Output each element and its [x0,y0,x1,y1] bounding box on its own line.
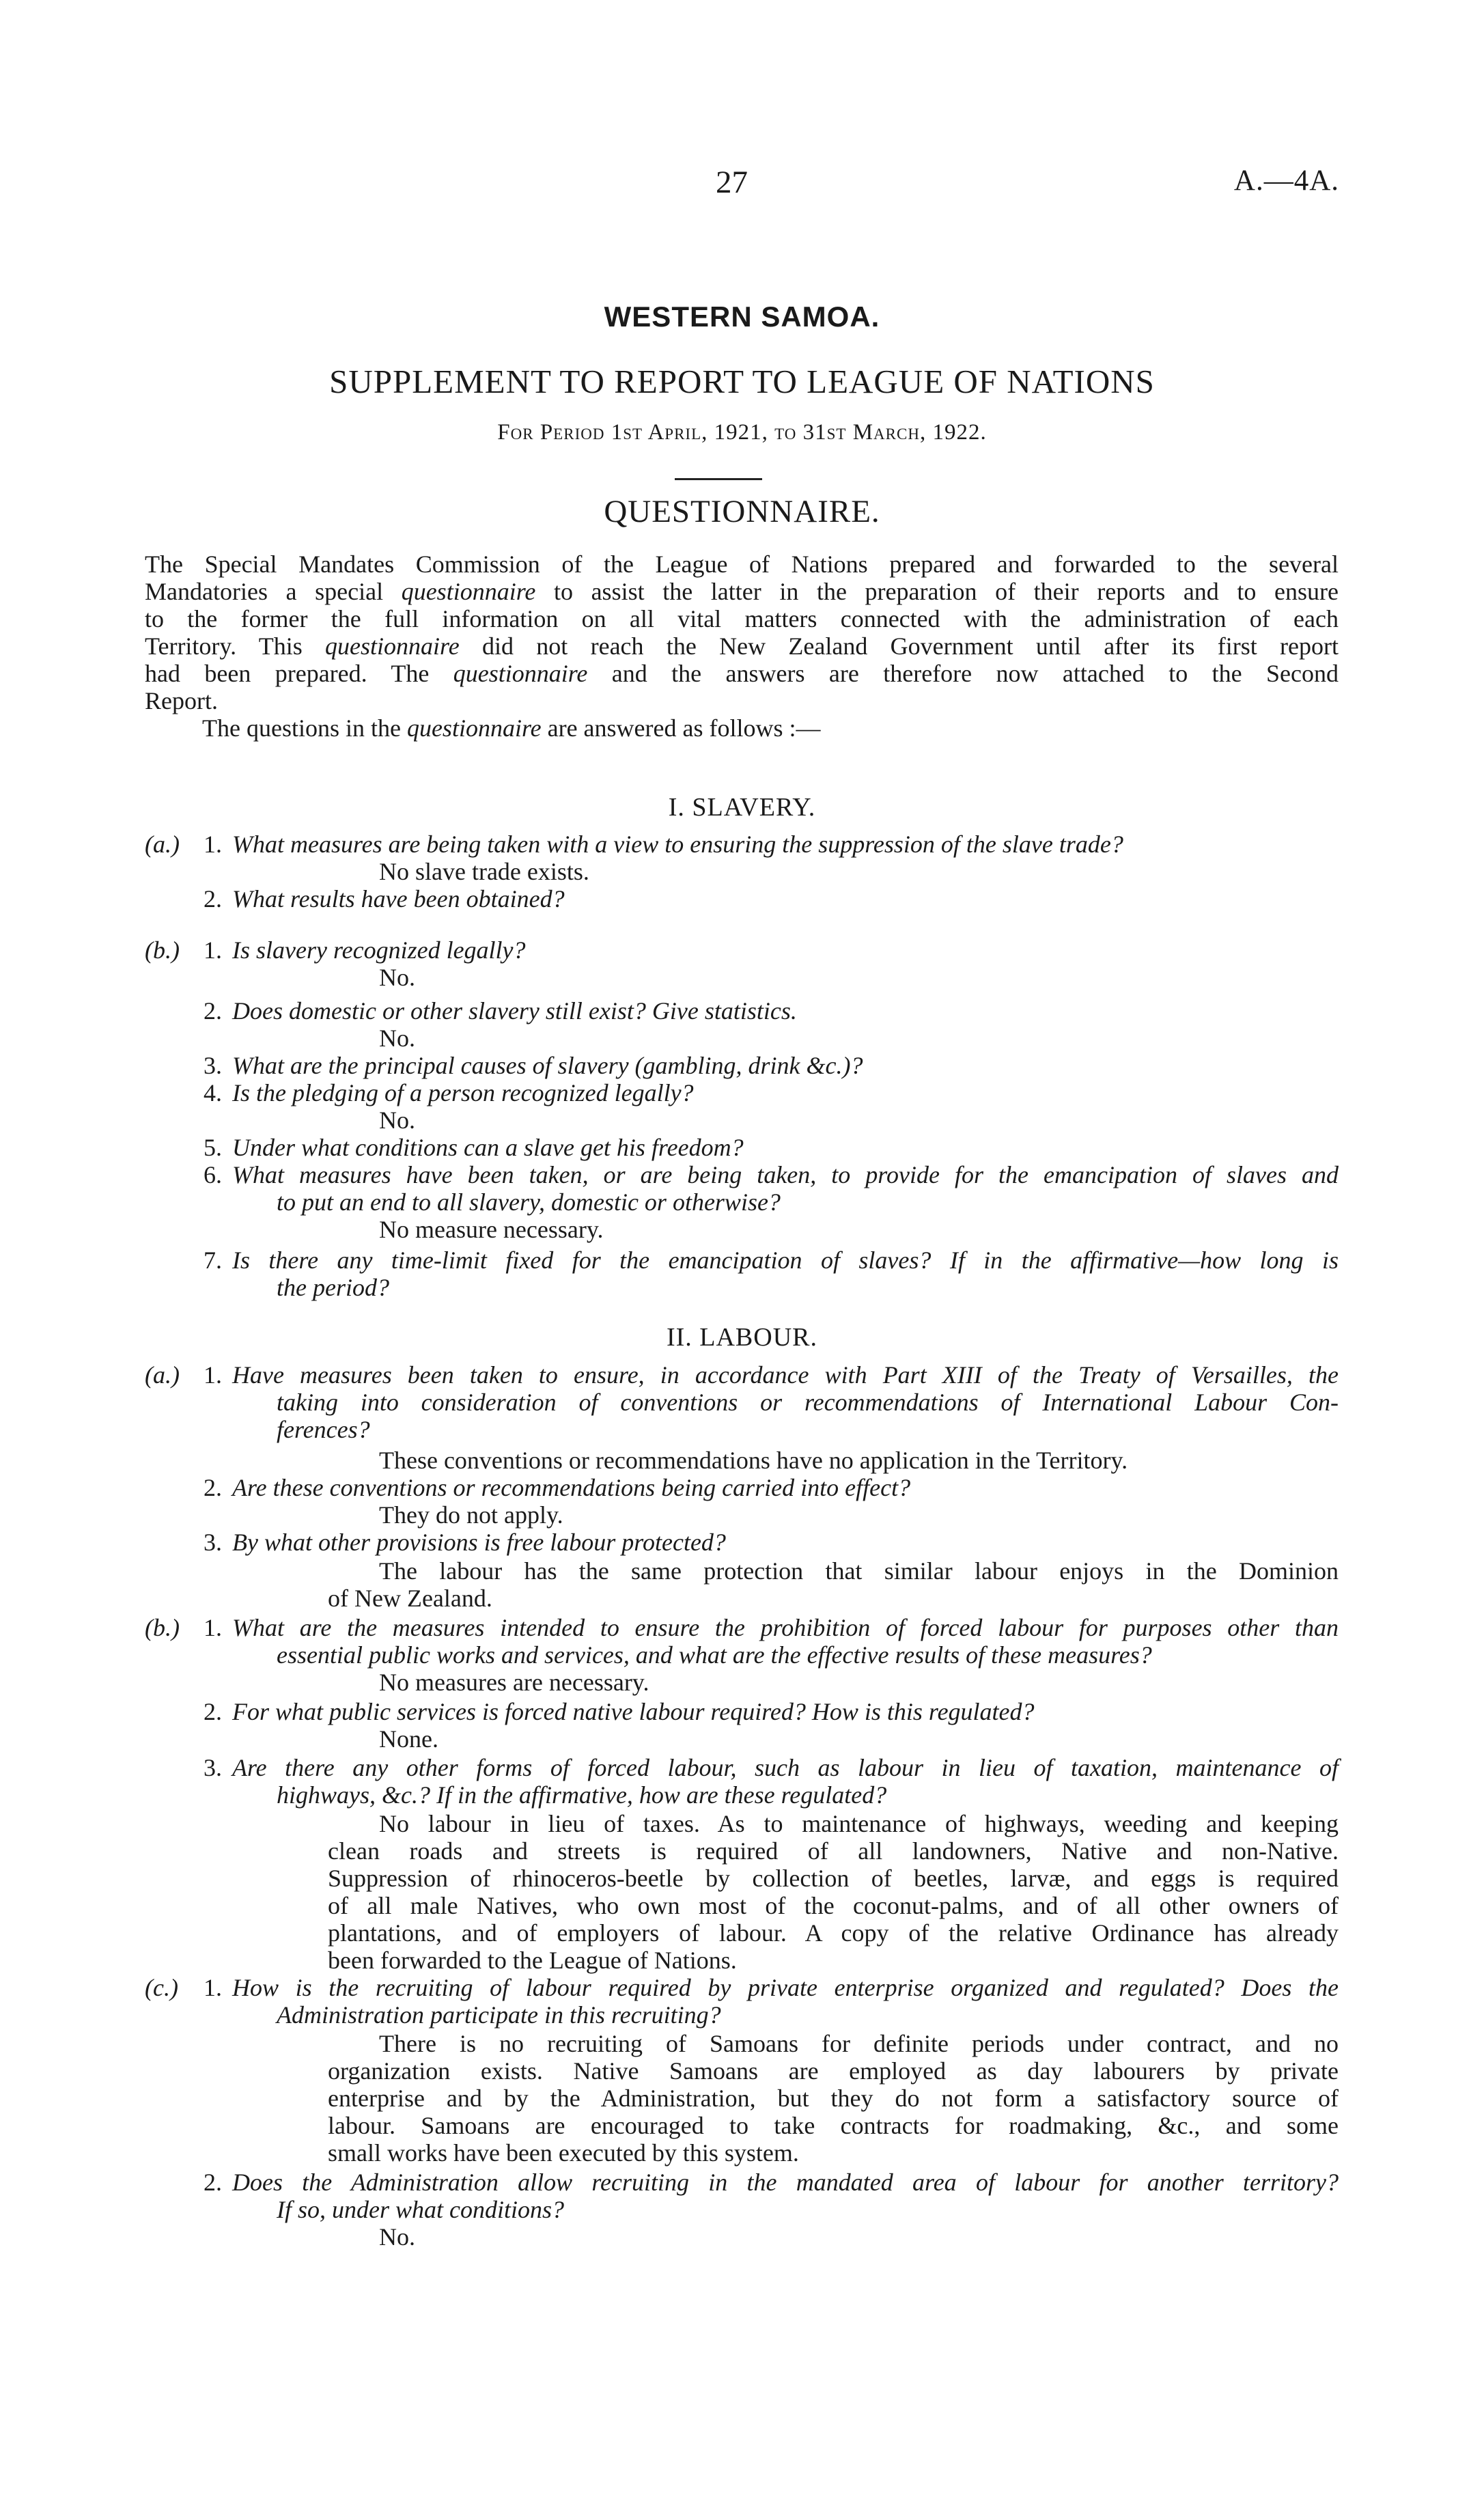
question-text: Does the Administration allow recruiting in the mandated area of labour for another territory? [232,2169,1339,2196]
question-text: How is the recruiting of labour required by private enterprise organized and regulated? Does the [232,1974,1339,2001]
subsection-label: (b.) [145,1614,180,1641]
question-number: 1. [204,1974,222,2001]
answer-text: No labour in lieu of taxes. As to maintenance of highways, weeding and keeping [379,1810,1339,1837]
question-number: 1. [204,1361,222,1389]
intro-line: had been prepared. The questionnaire and the answers are therefore now attached to the Second [145,660,1339,687]
intro-line: The questions in the questionnaire are answered as follows :— [202,714,821,742]
answer-text: been forwarded to the League of Nations. [328,1947,737,1974]
answer-text: Suppression of rhinoceros-beetle by collection of beetles, larvæ, and eggs is required [328,1865,1339,1892]
answer-text: labour. Samoans are encouraged to take contracts for roadmaking, &c., and some [328,2112,1339,2139]
question-text: to put an end to all slavery, domestic or otherwise? [277,1188,781,1216]
answer-text: plantations, and of employers of labour. A copy of the relative Ordinance has already [328,1919,1339,1947]
slavery-heading: I. SLAVERY. [668,793,816,822]
answer-text: No slave trade exists. [379,858,589,885]
answer-text: The labour has the same protection that similar labour enjoys in the Dominion [379,1557,1339,1585]
question-number: 1. [204,936,222,964]
subsection-label: (c.) [145,1974,178,2001]
answer-text: enterprise and by the Administration, but they do not form a satisfactory source of [328,2085,1339,2112]
answer-text: small works have been executed by this system. [328,2139,799,2167]
answer-text: No. [379,1106,415,1134]
question-text: Are these conventions or recommendations being carried into effect? [232,1474,911,1501]
question-text: ferences? [277,1416,370,1443]
answer-text: No measure necessary. [379,1216,604,1243]
answer-text: clean roads and streets is required of all landowners, Native and non-Native. [328,1837,1339,1865]
question-text: For what public services is forced native labour required? How is this regulated? [232,1698,1035,1725]
question-text: If so, under what conditions? [277,2196,564,2223]
answer-text: of all male Natives, who own most of the coconut-palms, and of all other owners of [328,1892,1339,1919]
question-text: What measures have been taken, or are being taken, to provide for the emancipation of slaves and [232,1161,1339,1188]
question-text: Does domestic or other slavery still exist? Give statistics. [232,997,797,1025]
answer-text: No. [379,964,415,991]
question-text: What results have been obtained? [232,885,565,913]
intro-line: to the former the full information on all vital matters connected with the administration of each [145,605,1339,632]
question-number: 1. [204,831,222,858]
territory-title: WESTERN SAMOA. [604,301,880,333]
answer-text: No. [379,2223,415,2251]
intro-line: The Special Mandates Commission of the League of Nations prepared and forwarded to the several [145,551,1339,578]
answer-text: These conventions or recommendations have no application in the Territory. [379,1447,1128,1474]
answer-text: No measures are necessary. [379,1669,649,1696]
question-text: What are the principal causes of slavery (gambling, drink &c.)? [232,1052,863,1079]
question-number: 5. [204,1134,222,1161]
question-number: 4. [204,1079,222,1106]
question-number: 7. [204,1246,222,1274]
question-text: Are there any other forms of forced labour, such as labour in lieu of taxation, maintenance of [232,1754,1339,1781]
question-text: Is the pledging of a person recognized legally? [232,1079,694,1106]
document-reference: A.—4A. [1233,165,1339,197]
report-title: SUPPLEMENT TO REPORT TO LEAGUE OF NATIONS [329,363,1155,400]
page-number: 27 [716,165,748,200]
questionnaire-title: QUESTIONNAIRE. [604,494,880,529]
question-number: 1. [204,1614,222,1641]
question-text: What are the measures intended to ensure the prohibition of forced labour for purposes other than [232,1614,1339,1641]
question-number: 3. [204,1052,222,1079]
answer-text: They do not apply. [379,1501,563,1529]
question-number: 6. [204,1161,222,1188]
subsection-label: (b.) [145,936,180,964]
answer-text: There is no recruiting of Samoans for definite periods under contract, and no [379,2030,1339,2057]
answer-text: organization exists. Native Samoans are employed as day labourers by private [328,2057,1339,2085]
question-text: Is slavery recognized legally? [232,936,526,964]
labour-heading: II. LABOUR. [666,1323,818,1352]
answer-text: of New Zealand. [328,1585,492,1612]
intro-line: Report. [145,687,218,714]
question-number: 2. [204,885,222,913]
subsection-label: (a.) [145,831,180,858]
period-subtitle: For Period 1st April, 1921, to 31st March, 1922. [497,420,987,445]
question-number: 3. [204,1529,222,1556]
question-text: Under what conditions can a slave get his freedom? [232,1134,744,1161]
question-text: What measures are being taken with a view to ensuring the suppression of the slave trade? [232,831,1123,858]
question-text: taking into consideration of conventions or recommendations of International Labour Con- [277,1389,1339,1416]
question-text: the period? [277,1274,389,1301]
question-number: 2. [204,1474,222,1501]
question-text: essential public works and services, and what are the effective results of these measures? [277,1641,1152,1669]
question-number: 2. [204,1698,222,1725]
answer-text: No. [379,1025,415,1052]
question-text: Is there any time-limit fixed for the emancipation of slaves? If in the affirmative—how long is [232,1246,1339,1274]
question-text: Have measures been taken to ensure, in accordance with Part XIII of the Treaty of Versailles, the [232,1361,1339,1389]
question-text: Administration participate in this recruiting? [277,2001,721,2029]
question-text: highways, &c.? If in the affirmative, how are these regulated? [277,1781,887,1809]
intro-line: Mandatories a special questionnaire to assist the latter in the preparation of their reports and to ensure [145,578,1339,605]
intro-line: Territory. This questionnaire did not reach the New Zealand Government until after its first report [145,632,1339,660]
question-number: 2. [204,2169,222,2196]
question-number: 3. [204,1754,222,1781]
title-rule [675,478,762,480]
question-number: 2. [204,997,222,1025]
answer-text: None. [379,1725,438,1753]
subsection-label: (a.) [145,1361,180,1389]
question-text: By what other provisions is free labour protected? [232,1529,726,1556]
